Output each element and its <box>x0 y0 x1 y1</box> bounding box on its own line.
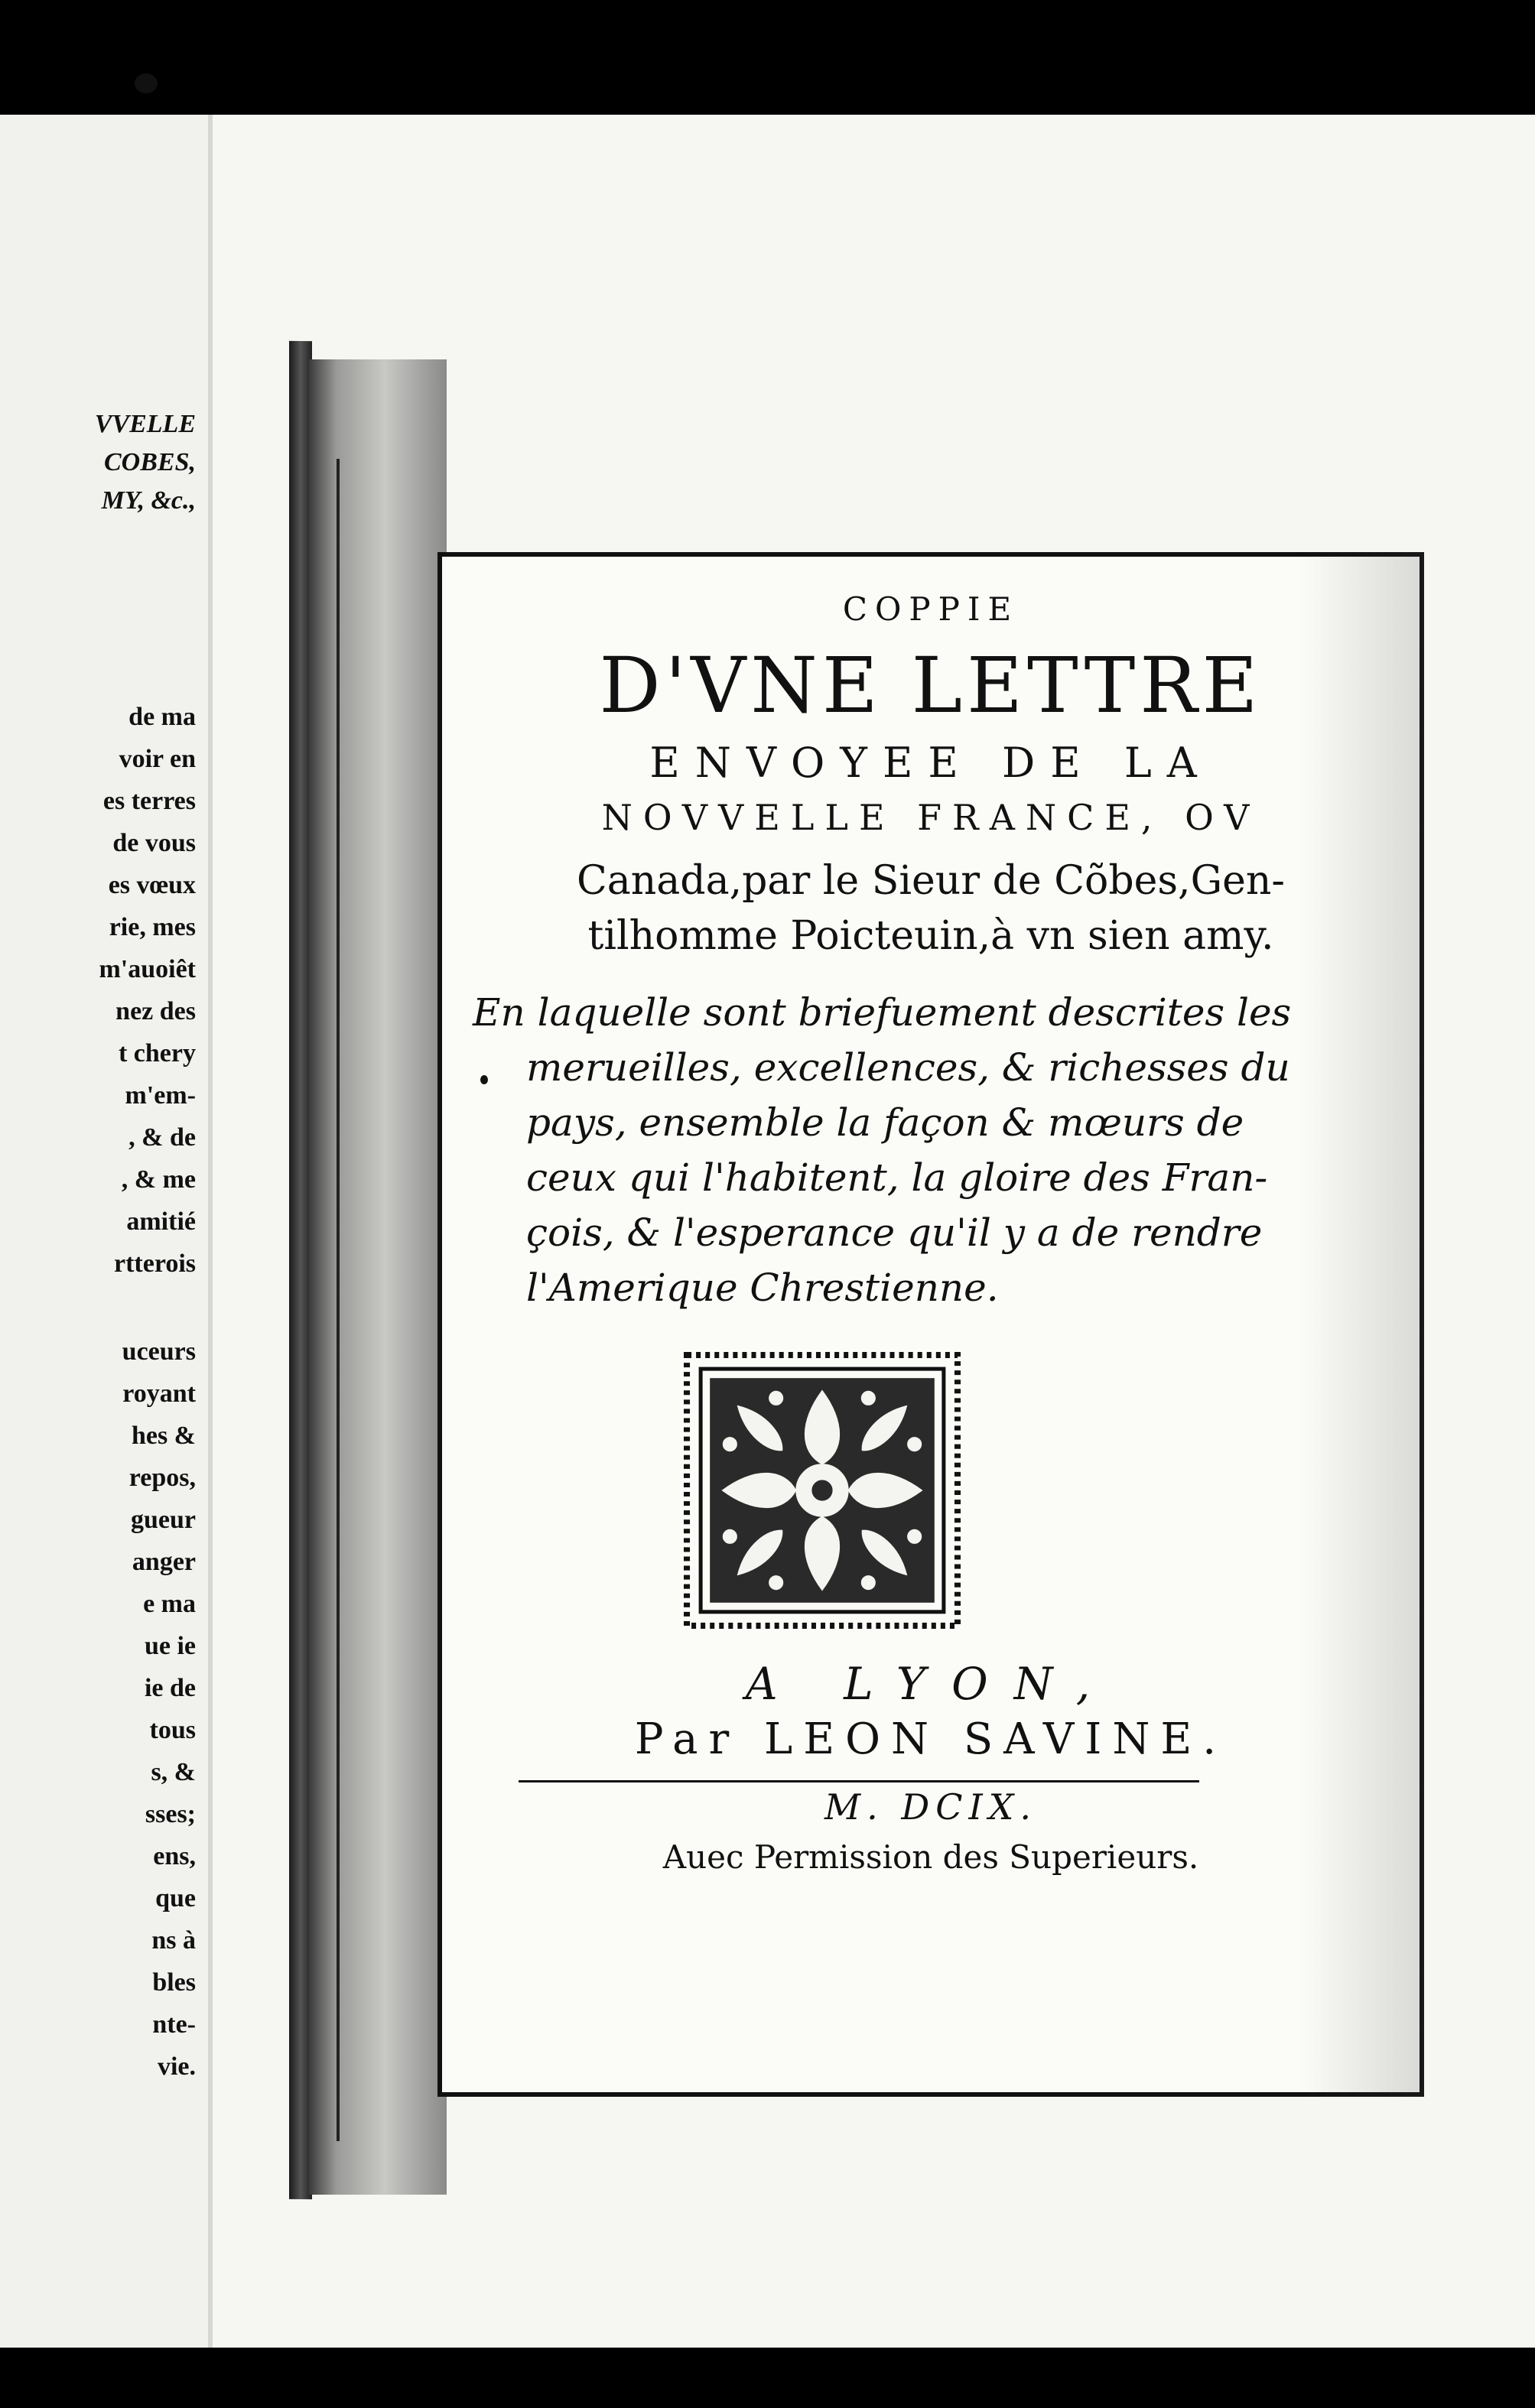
body-line: voir en <box>119 745 196 773</box>
body-line: anger <box>132 1548 196 1576</box>
body-line: amitié <box>126 1207 196 1236</box>
body-line: uceurs <box>122 1337 196 1366</box>
description-block <box>473 985 1390 1315</box>
body-line: ns à <box>151 1926 196 1955</box>
heading-line: COBES, <box>104 448 196 476</box>
body-line: nez des <box>115 997 196 1025</box>
body-line: es vœux <box>108 871 196 899</box>
body-line: rtterois <box>114 1249 196 1278</box>
description-line: l'Amerique Chrestienne. <box>526 1266 999 1310</box>
description-line: merueilles, excellences, & richesses du <box>526 1045 1290 1090</box>
left-page-body <box>0 696 196 2088</box>
body-line: s, & <box>151 1758 196 1786</box>
imprint-printer: Par LEON SAVINE. <box>634 1714 1228 1764</box>
body-line: hes & <box>131 1422 196 1450</box>
body-line: ens, <box>153 1842 196 1870</box>
title-page <box>437 552 1424 2097</box>
cover-edge <box>337 459 340 2141</box>
description-line: ceux qui l'habitent, la gloire des Fran- <box>526 1155 1268 1200</box>
title-author-line: Canada,par le Sieur de Cõbes,Gen- <box>577 858 1285 904</box>
body-line: m'auoiêt <box>99 955 196 983</box>
title-recipient-line: tilhomme Poicteuin,à vn sien amy. <box>587 913 1274 959</box>
body-line: tous <box>149 1716 196 1744</box>
title-coppie: COPPIE <box>842 590 1020 628</box>
body-line: ie de <box>144 1674 196 1702</box>
title-envoyee: ENVOYEE DE LA <box>649 739 1212 787</box>
body-line: sses; <box>145 1800 196 1828</box>
body-line: , & me <box>121 1165 196 1194</box>
imprint-permission: Auec Permission des Superieurs. <box>662 1838 1199 1876</box>
body-line: m'em- <box>125 1081 196 1110</box>
body-line: gueur <box>131 1506 196 1534</box>
imprint-date: M. DCIX. <box>824 1786 1037 1828</box>
body-line: ue ie <box>144 1632 196 1660</box>
description-line: En laquelle sont briefuement descrites les <box>473 990 1292 1035</box>
description-line: pays, ensemble la façon & mœurs de <box>526 1100 1244 1145</box>
body-line: repos, <box>128 1464 196 1492</box>
left-page-heading <box>0 405 196 520</box>
body-line: es terres <box>102 787 196 815</box>
title-main: D'VNE LETTRE <box>599 641 1263 730</box>
body-line <box>0 1285 196 1331</box>
left-page-fragment <box>0 115 213 2348</box>
title-nouvelle-france: NOVVELLE FRANCE, OV <box>601 797 1260 838</box>
body-line: nte- <box>152 2010 196 2039</box>
body-line: que <box>155 1884 196 1912</box>
body-line: de ma <box>128 703 196 731</box>
imprint-place: A LYON, <box>745 1658 1117 1710</box>
body-line: , & de <box>128 1123 196 1152</box>
body-line: rie, mes <box>109 913 196 941</box>
heading-line: VVELLE <box>94 410 196 438</box>
book-cover-board <box>309 359 447 2195</box>
imprint-rule <box>519 1780 1199 1782</box>
body-line: t chery <box>118 1039 196 1068</box>
woodcut-ornament-icon <box>684 1352 961 1629</box>
body-line: royant <box>122 1379 196 1408</box>
scan-speck <box>480 1075 488 1084</box>
heading-line: MY, &c., <box>101 486 196 515</box>
scan-speck <box>135 73 158 93</box>
body-line: bles <box>152 1968 196 1997</box>
body-line: de vous <box>112 829 196 857</box>
description-line: çois, & l'esperance qu'il y a de rendre <box>526 1210 1263 1255</box>
body-line: vie. <box>157 2052 196 2081</box>
body-line: e ma <box>143 1590 196 1618</box>
